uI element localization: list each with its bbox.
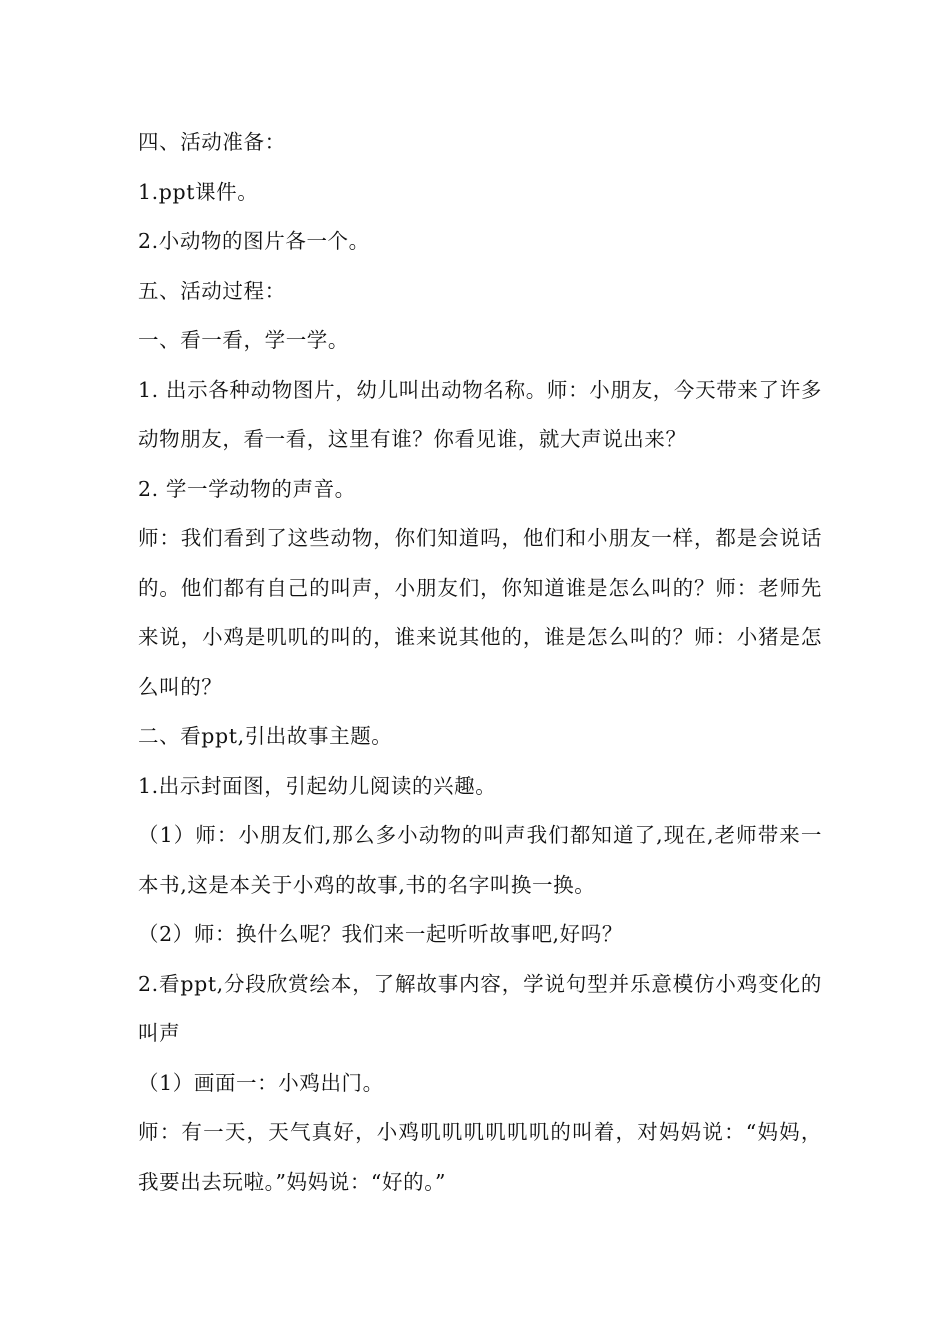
list-item: 1.出示封面图，引起幼儿阅读的兴趣。 <box>138 773 497 798</box>
paragraph: 1. 出示各种动物图片，幼儿叫出动物名称。师：小朋友，今天带来了许多动物朋友，看一看，这里有谁？你看见谁，就大声说出来？ <box>138 377 822 451</box>
section-heading: 一、看一看，学一学。 <box>138 328 349 352</box>
paragraph: （2）师：换什么呢？我们来一起听听故事吧,好吗？ <box>138 922 623 946</box>
list-item: 2. 学一学动物的声音。 <box>138 476 356 501</box>
paragraph: 师：有一天，天气真好，小鸡叽叽叽叽叽叽的叫着，对妈妈说：“妈妈，我要出去玩啦。”妈妈说：“好的。” <box>138 1120 822 1194</box>
list-item: 2.小动物的图片各一个。 <box>138 229 370 253</box>
heading-activity-process: 五、活动过程： <box>138 278 286 303</box>
paragraph: （1）师：小朋友们,那么多小动物的叫声我们都知道了,现在,老师带来一本书,这是本关于小鸡的故事,书的名字叫换一换。 <box>138 823 822 897</box>
paragraph: 师：我们看到了这些动物，你们知道吗，他们和小朋友一样，都是会说话的。他们都有自己的叫声，小朋友们，你知道谁是怎么叫的？师：老师先来说，小鸡是叽叽的叫的，谁来说其他的，谁是怎么叫的？师：小猪是怎么叫的？ <box>138 526 822 699</box>
paragraph: （1）画面一：小鸡出门。 <box>138 1070 384 1095</box>
list-item: 1.ppt课件。 <box>138 179 259 204</box>
paragraph: 2.看ppt,分段欣赏绘本，了解故事内容，学说句型并乐意模仿小鸡变化的叫声 <box>138 971 822 1045</box>
document-body <box>138 118 822 1207</box>
section-heading: 二、看ppt,引出故事主题。 <box>138 724 393 748</box>
heading-activity-preparation: 四、活动准备： <box>138 130 286 154</box>
